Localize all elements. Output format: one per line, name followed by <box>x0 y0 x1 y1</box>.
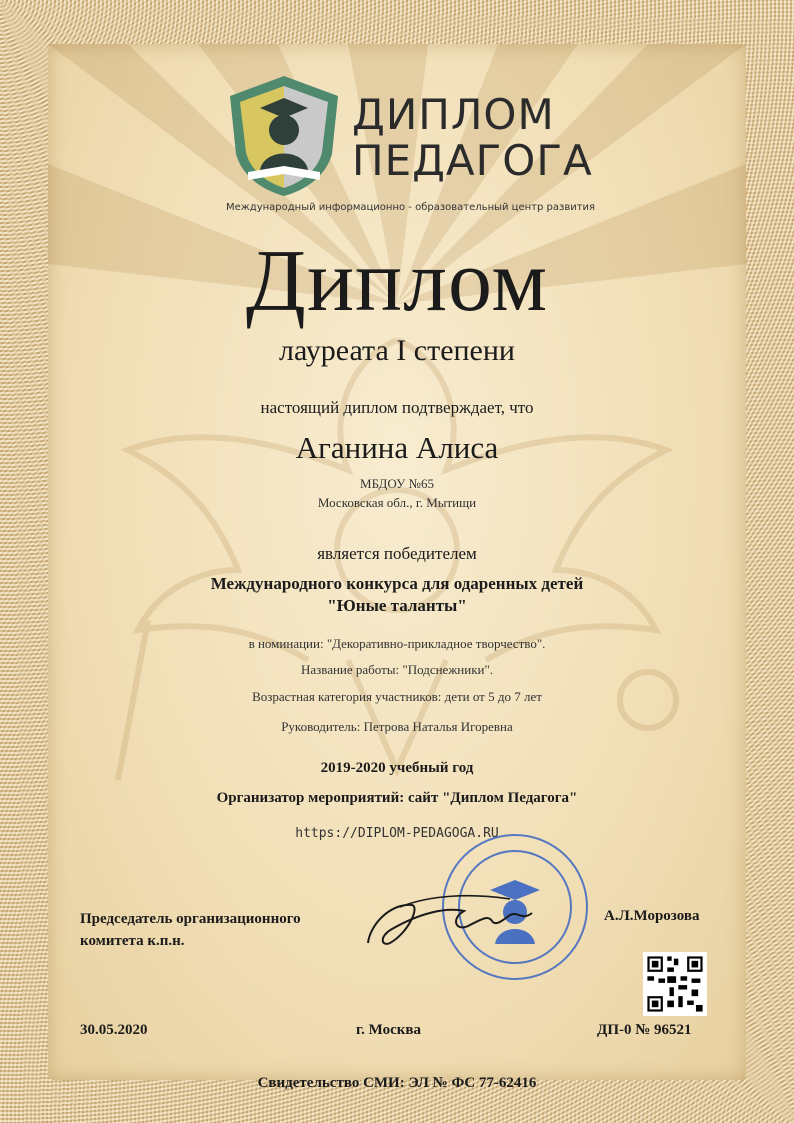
age-category: Возрастная категория участников: дети от 5 до 7 лет <box>252 689 542 704</box>
winner-text: является победителем <box>317 544 477 563</box>
supervisor: Руководитель: Петрова Наталья Игоревна <box>281 719 513 734</box>
logo-title <box>352 90 593 185</box>
diploma-number: ДП-0 № 96521 <box>597 1022 692 1038</box>
confirm-text: настоящий диплом подтверждает, что <box>260 398 534 417</box>
website-url: https://DIPLOM-PEDAGOGA.RU <box>295 826 499 841</box>
city: г. Москва <box>356 1022 421 1038</box>
media-license: Свидетельство СМИ: ЭЛ № ФС 77-62416 <box>257 1075 537 1091</box>
chair-title <box>80 908 301 952</box>
region: Московская обл., г. Мытищи <box>317 495 477 510</box>
logo-title-line1: ДИПЛОМ <box>352 90 555 139</box>
chair-title-line2: комитета к.п.н. <box>80 933 185 949</box>
signature-icon <box>360 885 540 955</box>
contest-name-line2: "Юные таланты" <box>327 596 467 615</box>
organization: МБДОУ №65 <box>360 476 434 491</box>
signer-name: А.Л.Морозова <box>604 908 700 924</box>
qr-code-icon[interactable] <box>643 952 707 1016</box>
nomination: в номинации: "Декоративно-прикладное творчество". <box>248 636 546 651</box>
recipient-name: Аганина Алиса <box>295 430 499 465</box>
diploma-degree: лауреата I степени <box>279 334 515 367</box>
contest-name-line1: Международного конкурса для одаренных детей <box>210 574 584 593</box>
organizer: Организатор мероприятий: сайт "Диплом Педагога" <box>216 790 578 806</box>
diplom-pedagoga-logo-icon <box>226 74 342 198</box>
academic-year: 2019-2020 учебный год <box>320 760 474 776</box>
diploma-title: Диплом <box>245 233 549 330</box>
work-title: Название работы: "Подснежники". <box>300 662 494 677</box>
logo-title-line2: ПЕДАГОГА <box>352 136 593 185</box>
issue-date: 30.05.2020 <box>80 1022 148 1038</box>
chair-title-line1: Председатель организационного <box>80 911 301 927</box>
logo-subtitle: Международный информационно - образовательный центр развития <box>226 202 596 213</box>
